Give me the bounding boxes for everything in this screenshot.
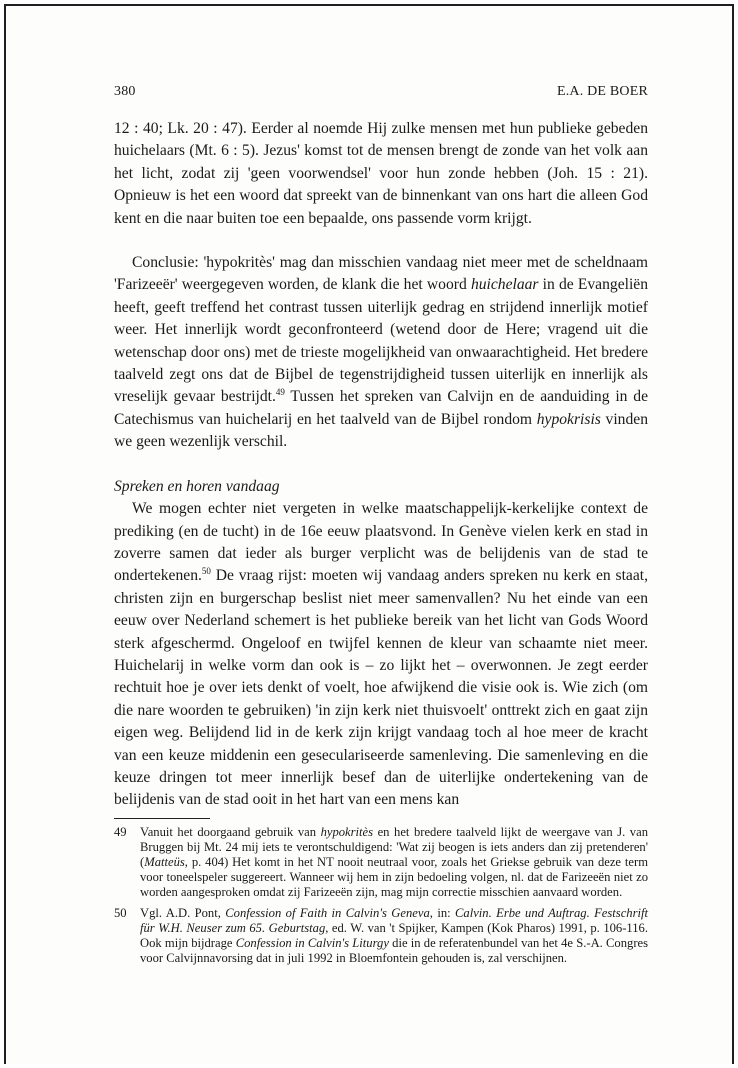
p2-text-3: Tussen het spreken van Calvijn en de aanduiding in de Catechismus van huichelarij en het taalveld van de Bijbel rondom bbox=[114, 388, 648, 428]
fn50-emphasis-1: Confession of Faith in Calvin's Geneva bbox=[225, 905, 430, 920]
fn50-text-2: , in: bbox=[429, 905, 456, 920]
fn49-text-1: Vanuit het doorgaand gebruik van bbox=[140, 824, 321, 839]
p2-text-1: Conclusie: 'hypokritès' mag dan misschien vandaag niet meer met de scheldnaam 'Farizeeër' weergegeven worden, de klank die het woord bbox=[114, 254, 648, 294]
running-author: E.A. DE BOER bbox=[556, 84, 648, 99]
footnote-49 bbox=[114, 825, 648, 900]
p2-emphasis-2: hypokrisis bbox=[536, 410, 601, 428]
p3-text-1: We mogen echter niet vergeten in welke maatschappelijk-kerkelijke context de prediking (en de tucht) in de 16e eeuw plaatsvond. In Genève vielen kerk en stad in zoverre samen dat ieder als burger verplicht was de belijdenis van de stad te ondertekenen. bbox=[114, 500, 648, 585]
paragraph-1: 12 : 40; Lk. 20 : 47). Eerder al noemde Hij zulke mensen met hun publieke gebeden huichelaars (Mt. 6 : 5). Jezus' komst tot de mensen brengt de zonde van het volk aan het licht, zodat zij 'geen voorwendsel' voor hun zonde hebben (Joh. 15 : 21). Opnieuw is het een woord dat spreekt van de binnenkant van ons hart die alleen God kent en die naar buiten toe een bepaalde, ons passende vorm krijgt. bbox=[114, 120, 648, 227]
p3-text-2: De vraag rijst: moeten wij vandaag anders spreken nu kerk en staat, christen zijn en burgerschap beslist niet meer samenvallen? Nu het einde van een eeuw over Nederland schemert is het publieke bereik van het licht van Gods Woord sterk afgeschermd. Ongeloof en twijfel kennen de kleur van schaamte niet meer. Huichelarij in welke vorm dan ook is – zo lijkt het – overwonnen. Je zegt eerder rechtuit hoe je over iets denkt of voelt, hoe afwijkend die visie ook is. Wie zich (om die nare woorden te gebruiken) 'in zijn kerk niet thuisvoelt' onttrekt zich en gaat zijn eigen weg. Belijdend lid in de kerk zijn krijgt vandaag toch al hoe meer de kracht van een keuze middenin een geseculariseerde samenleving. Die samenleving en die keuze dringen tot meer innerlijk besef dan de uiterlijke ondertekening van de belijdenis van de stad ooit in het hart van een mens kan bbox=[114, 567, 648, 809]
paragraph-2 bbox=[114, 252, 648, 454]
fn50-text-1: Vgl. A.D. Pont, bbox=[140, 905, 226, 920]
fn50-text-4: die in de referatenbundel van het 4e S.-A. Congres voor Calvijnnavorsing dat in juli 1992 in Bloemfontein gehouden is, zal verschijnen. bbox=[140, 935, 649, 965]
footnote-number: 49 bbox=[114, 824, 127, 839]
footnote-text bbox=[140, 825, 648, 900]
footnote-50 bbox=[114, 906, 648, 966]
fn49-text-3: , p. 404) Het komt in het NT nooit neutraal voor, zoals het Griekse gebruik van deze term voor toneelspeler suggereert. Wanneer wij hem in zijn bedoeling volgen, nl. dat de Farizeeën niet zo worden aangesproken omdat zij Farizeeën zijn, mag mijn correctie misschien aanvaard worden. bbox=[140, 854, 648, 899]
footnote-number: 50 bbox=[114, 905, 127, 920]
p2-text-2: in de Evangeliën heeft, geeft treffend het contrast tussen uiterlijk gedrag en strijdend innerlijk motief weer. Het innerlijk wordt geconfronteerd (wetend door de Here; vragend uit die wetenschap door ons) met de trieste mogelijkheid van onwaarachtigheid. Het bredere taalveld zegt ons dat de Bijbel de tegenstrijdigheid tussen uiterlijk en innerlijk als vreselijk gevaar bestrijdt. bbox=[114, 276, 649, 406]
page-number: 380 bbox=[114, 84, 136, 99]
fn49-emphasis-2: Matteüs bbox=[144, 854, 185, 869]
footnote-ref-50[interactable]: 50 bbox=[201, 566, 211, 577]
page bbox=[4, 4, 734, 1064]
running-header bbox=[114, 84, 648, 100]
footnote-text bbox=[140, 906, 648, 966]
fn50-text-3: , ed. W. van 't Spijker, Kampen (Kok Pharos) 1991, p. 106-116. Ook mijn bijdrage bbox=[140, 920, 648, 950]
page-content bbox=[114, 84, 648, 972]
fn50-emphasis-2: Calvin. Erbe und Auftrag. Festschrift für W.H. Neuser zum 65. Geburtstag bbox=[140, 905, 648, 935]
section-heading: Spreken en horen vandaag bbox=[114, 477, 280, 495]
p2-text-4: vinden we geen wezenlijk verschil. bbox=[114, 410, 648, 451]
fn50-emphasis-3: Confession in Calvin's Liturgy bbox=[235, 935, 389, 950]
fn49-text-2: en het bredere taalveld lijkt de weergave van J. van Bruggen bij Mt. 24 mij iets te verontschuldigend: 'Wat zij beogen is iets anders dan zij pretenderen' ( bbox=[140, 824, 648, 869]
paragraph-3 bbox=[114, 498, 648, 812]
footnote-ref-49[interactable]: 49 bbox=[275, 387, 285, 398]
fn49-emphasis-1: hypokritès bbox=[320, 824, 374, 839]
p2-emphasis-1: huichelaar bbox=[470, 276, 539, 294]
footnote-divider bbox=[114, 818, 210, 819]
